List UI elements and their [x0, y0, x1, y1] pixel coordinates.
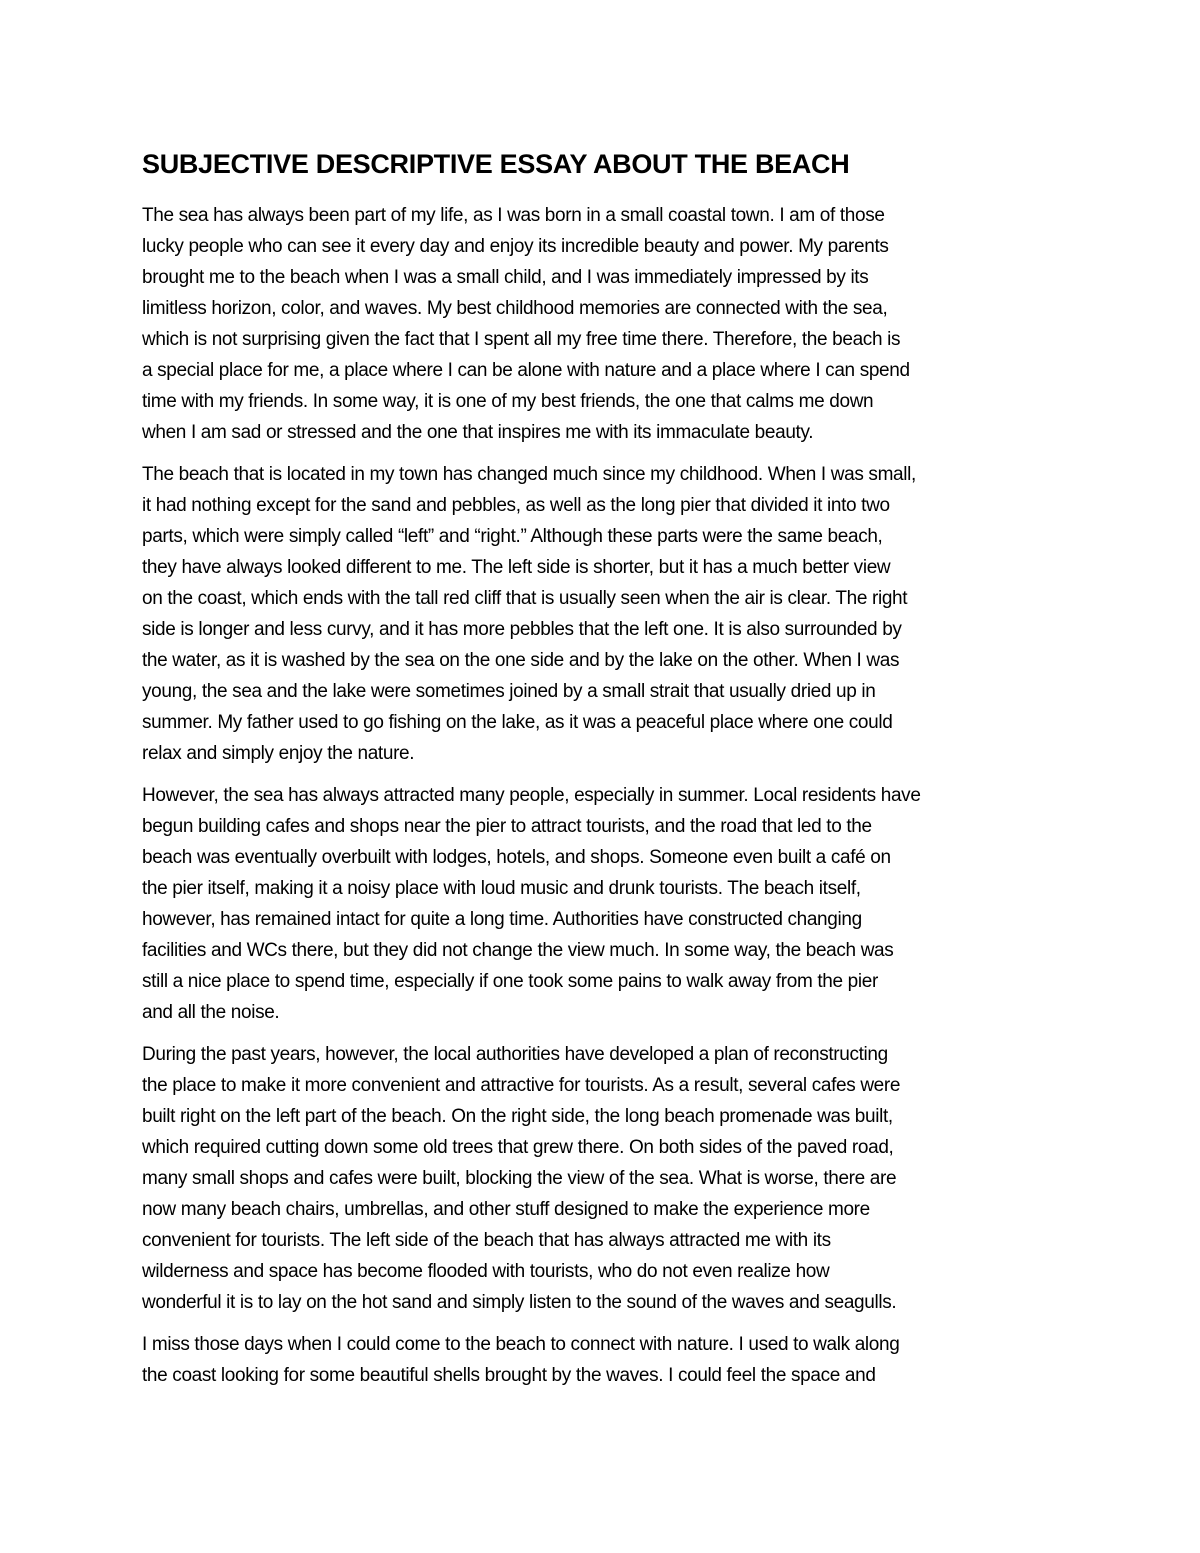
text-line: brought me to the beach when I was a small child, and I was immediately impressed by its: [142, 267, 869, 288]
text-line: and all the noise.: [142, 1002, 280, 1023]
paragraph-1: [142, 200, 1062, 448]
text-line: convenient for tourists. The left side of the beach that has always attracted me with its: [142, 1230, 831, 1251]
text-line: they have always looked different to me. The left side is shorter, but it has a much better view: [142, 557, 891, 578]
text-line: side is longer and less curvy, and it has more pebbles that the left one. It is also surrounded by: [142, 619, 902, 640]
text-line: begun building cafes and shops near the pier to attract tourists, and the road that led to the: [142, 816, 872, 837]
text-line: parts, which were simply called “left” and “right.” Although these parts were the same beach,: [142, 526, 883, 547]
text-line: relax and simply enjoy the nature.: [142, 743, 415, 764]
text-line: limitless horizon, color, and waves. My best childhood memories are connected with the sea,: [142, 298, 888, 319]
text-line: however, has remained intact for quite a long time. Authorities have constructed changing: [142, 909, 862, 930]
text-line: facilities and WCs there, but they did not change the view much. In some way, the beach was: [142, 940, 894, 961]
text-line: During the past years, however, the local authorities have developed a plan of reconstructing: [142, 1044, 888, 1065]
text-line: summer. My father used to go fishing on the lake, as it was a peaceful place where one could: [142, 712, 893, 733]
text-line: time with my friends. In some way, it is one of my best friends, the one that calms me down: [142, 391, 874, 412]
paragraph-4: [142, 1039, 1062, 1318]
text-line: The sea has always been part of my life, as I was born in a small coastal town. I am of those: [142, 205, 885, 226]
text-line: now many beach chairs, umbrellas, and other stuff designed to make the experience more: [142, 1199, 870, 1220]
text-line: on the coast, which ends with the tall red cliff that is usually seen when the air is clear. The right: [142, 588, 908, 609]
text-line: However, the sea has always attracted many people, especially in summer. Local residents have: [142, 785, 921, 806]
text-line: the pier itself, making it a noisy place with loud music and drunk tourists. The beach itself,: [142, 878, 861, 899]
text-line: I miss those days when I could come to the beach to connect with nature. I used to walk along: [142, 1334, 900, 1355]
text-line: wilderness and space has become flooded with tourists, who do not even realize how: [142, 1261, 830, 1282]
text-line: which is not surprising given the fact that I spent all my free time there. Therefore, the beach is: [142, 329, 901, 350]
text-line: many small shops and cafes were built, blocking the view of the sea. What is worse, there are: [142, 1168, 897, 1189]
text-line: the place to make it more convenient and attractive for tourists. As a result, several cafes were: [142, 1075, 901, 1096]
essay-title: SUBJECTIVE DESCRIPTIVE ESSAY ABOUT THE BEACH: [142, 149, 850, 179]
text-line: the water, as it is washed by the sea on the one side and by the lake on the other. When I was: [142, 650, 900, 671]
paragraph-5: [142, 1329, 1062, 1391]
text-line: The beach that is located in my town has changed much since my childhood. When I was small,: [142, 464, 916, 485]
text-line: built right on the left part of the beach. On the right side, the long beach promenade was built,: [142, 1106, 893, 1127]
text-line: it had nothing except for the sand and pebbles, as well as the long pier that divided it into two: [142, 495, 890, 516]
text-line: wonderful it is to lay on the hot sand and simply listen to the sound of the waves and seagulls.: [142, 1292, 897, 1313]
text-line: lucky people who can see it every day and enjoy its incredible beauty and power. My parents: [142, 236, 889, 257]
essay-body: [142, 146, 1062, 1402]
text-line: which required cutting down some old trees that grew there. On both sides of the paved road,: [142, 1137, 894, 1158]
text-line: young, the sea and the lake were sometimes joined by a small strait that usually dried up in: [142, 681, 876, 702]
text-line: still a nice place to spend time, especially if one took some pains to walk away from the pier: [142, 971, 878, 992]
text-line: a special place for me, a place where I can be alone with nature and a place where I can spend: [142, 360, 910, 381]
text-line: when I am sad or stressed and the one that inspires me with its immaculate beauty.: [142, 422, 814, 443]
text-line: beach was eventually overbuilt with lodges, hotels, and shops. Someone even built a café on: [142, 847, 891, 868]
paragraph-3: [142, 780, 1062, 1028]
paragraph-2: [142, 459, 1062, 769]
text-line: the coast looking for some beautiful shells brought by the waves. I could feel the space and: [142, 1365, 876, 1386]
